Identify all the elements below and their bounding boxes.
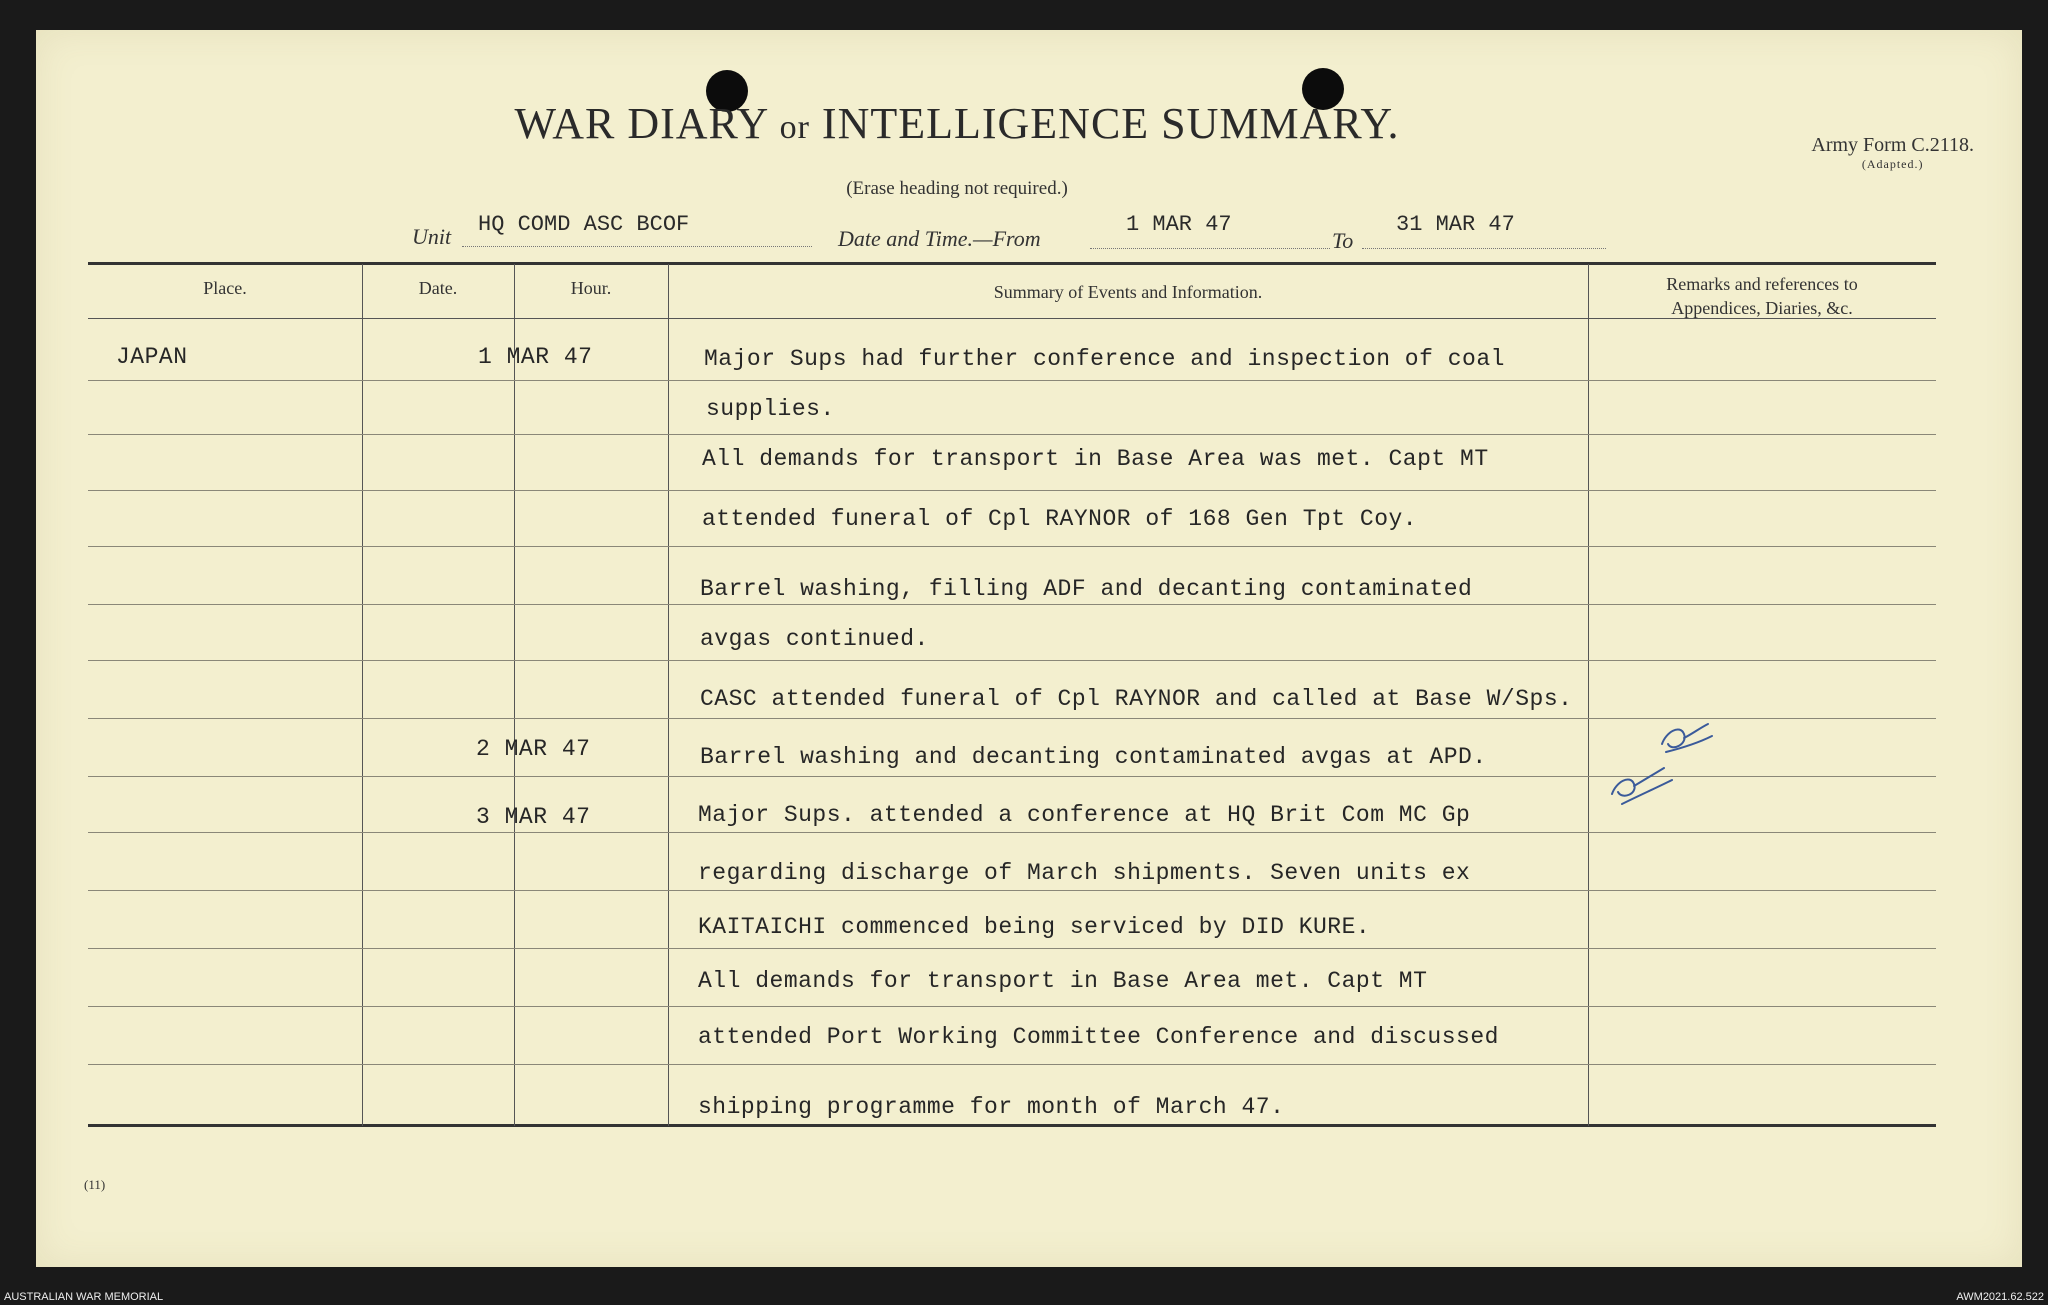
form-adapted-note: (Adapted.) (1861, 157, 1924, 171)
entry-text: All demands for transport in Base Area met. Capt MT (698, 968, 1428, 994)
col-header-place: Place. (203, 278, 247, 298)
table-top-rule (88, 262, 1936, 265)
entry-place: JAPAN (116, 344, 188, 370)
divider-hour-summary (668, 264, 669, 1126)
remarks-header-line1: Remarks and references to (1666, 274, 1858, 294)
entry-text: KAITAICHI commenced being serviced by DID KURE. (698, 914, 1371, 940)
archive-credit: AUSTRALIAN WAR MEMORIAL (4, 1291, 164, 1303)
entry-text: Barrel washing, filling ADF and decanting contaminated (700, 576, 1473, 602)
handwritten-initials (1592, 694, 1752, 814)
col-header-date: Date. (418, 278, 458, 298)
entry-date: 3 MAR 47 (476, 804, 591, 830)
row-rule (88, 604, 1936, 605)
date-to-value: 31 MAR 47 (1396, 212, 1515, 237)
archive-reference: AWM2021.62.522 (1956, 1291, 2044, 1303)
entry-text: regarding discharge of March shipments. Seven units ex (698, 860, 1471, 886)
entry-text: attended funeral of Cpl RAYNOR of 168 Gen Tpt Coy. (702, 506, 1418, 532)
divider-summary-remarks (1588, 264, 1589, 1126)
entry-text: Barrel washing and decanting contaminated avgas at APD. (700, 744, 1487, 770)
row-rule (88, 434, 1936, 435)
title-part1: WAR DIARY (514, 99, 768, 148)
entry-date: 2 MAR 47 (476, 736, 591, 762)
col-header-remarks (1588, 272, 1936, 320)
entry-text: Major Sups had further conference and inspection of coal (704, 346, 1505, 372)
row-rule (88, 890, 1936, 891)
erase-note: (Erase heading not required.) (846, 178, 1068, 199)
row-rule (88, 948, 1936, 949)
date-from-value: 1 MAR 47 (1126, 212, 1232, 237)
title-or: or (779, 109, 810, 146)
row-rule (88, 380, 1936, 381)
unit-label: Unit (412, 224, 452, 249)
entry-text: avgas continued. (700, 626, 929, 652)
title-part2: INTELLIGENCE SUMMARY. (821, 99, 1400, 148)
entry-date: 1 MAR 47 (478, 344, 593, 370)
form-code: (11) (84, 1177, 106, 1192)
form-number: Army Form C.2118. (1811, 134, 1974, 156)
diary-table (52, 232, 1936, 1128)
entry-text: CASC attended funeral of Cpl RAYNOR and called at Base W/Sps. (700, 686, 1573, 712)
date-from-label: Date and Time.—From (838, 226, 1041, 251)
row-rule (88, 490, 1936, 491)
page-title (0, 98, 1950, 149)
row-rule (88, 660, 1936, 661)
remarks-header-line2: Appendices, Diaries, &c. (1671, 298, 1853, 318)
divider-place-date (362, 264, 363, 1126)
col-header-summary: Summary of Events and Information. (993, 282, 1263, 302)
entry-text: Major Sups. attended a conference at HQ Brit Com MC Gp (698, 802, 1471, 828)
entry-text: shipping programme for month of March 47. (698, 1094, 1285, 1120)
entry-text: attended Port Working Committee Conference and discussed (698, 1024, 1499, 1050)
row-rule (88, 1006, 1936, 1007)
entry-text: supplies. (706, 396, 835, 422)
divider-date-hour (514, 264, 515, 1126)
col-header-hour: Hour. (570, 278, 612, 298)
date-to-label: To (1332, 228, 1354, 253)
row-rule (88, 832, 1936, 833)
row-rule (88, 1064, 1936, 1065)
row-rule (88, 546, 1936, 547)
unit-value: HQ COMD ASC BCOF (478, 212, 690, 237)
table-bottom-rule (88, 1124, 1936, 1127)
entry-text: All demands for transport in Base Area was met. Capt MT (702, 446, 1489, 472)
